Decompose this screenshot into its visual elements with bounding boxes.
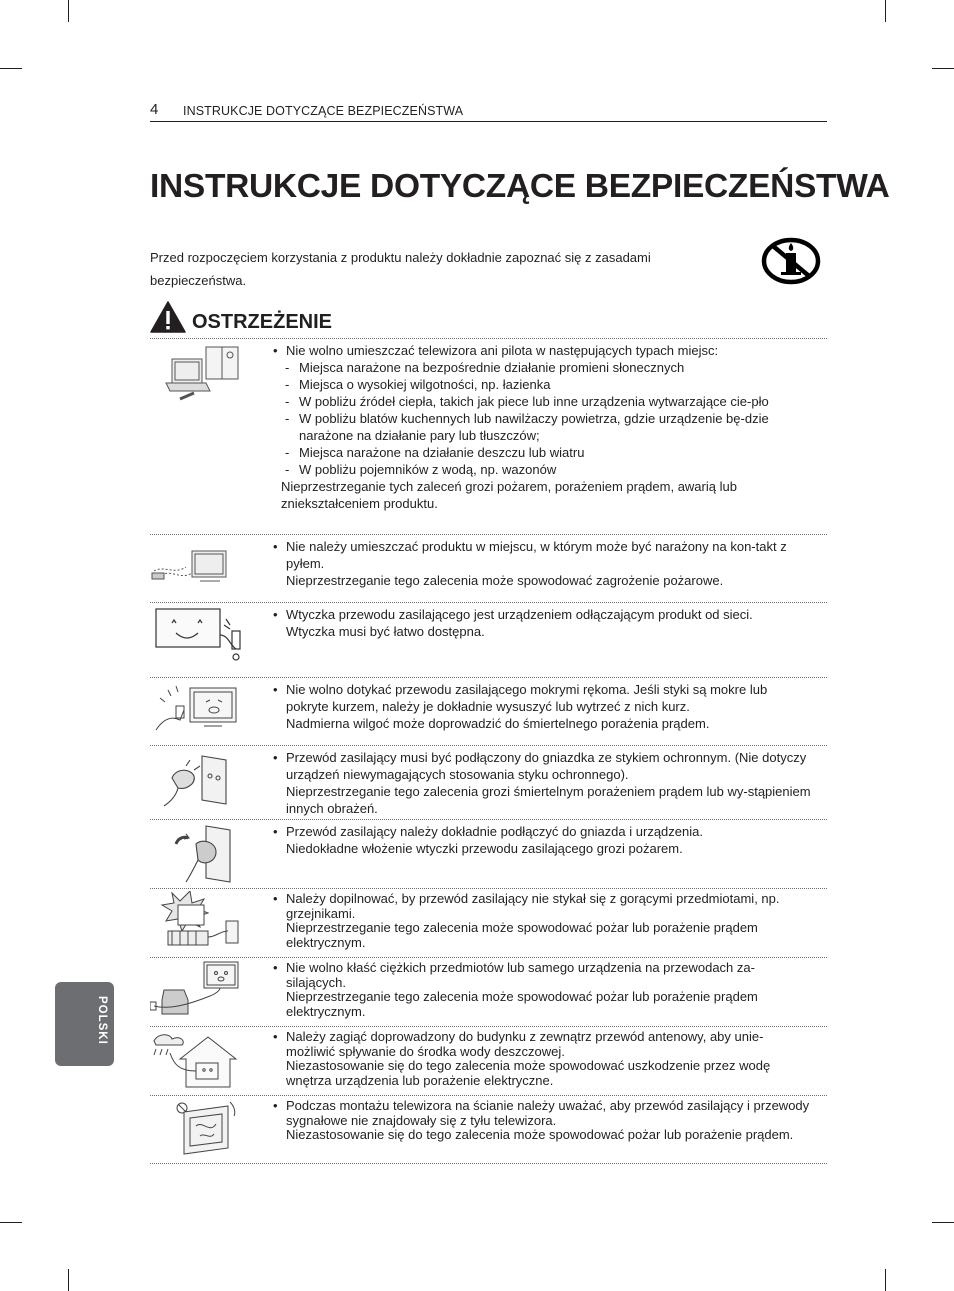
warning-row — [150, 1095, 827, 1164]
tv-sunlight-illustration — [150, 341, 242, 403]
page-number: 4 — [150, 101, 159, 118]
warning-bullet: • Należy dopilnować, by przewód zasilający nie stykał się z gorącymi przedmiotami, np. grzejnikami. — [271, 892, 811, 921]
warning-bullet: • Podczas montażu telewizora na ścianie należy uważać, aby przewód zasilający i przewody sygnałowe nie znajdowały się z tyłu telewizora. — [271, 1099, 811, 1128]
warning-row — [150, 819, 827, 888]
crop-mark — [932, 1222, 954, 1223]
warning-note: Wtyczka musi być łatwo dostępna. — [286, 624, 485, 639]
warning-note: Nieprzestrzeganie tych zaleceń grozi pożarem, porażeniem prądem, awarią lub zniekształceniem produktu. — [281, 479, 737, 511]
warning-note: Nieprzestrzeganie tego zalecenia grozi śmiertelnym porażeniem prądem lub wy-stąpieniem innych obrażeń. — [286, 784, 811, 816]
sub-item: - W pobliżu źródeł ciepła, takich jak piece lub inne urządzenia wytwarzające cie-pło — [271, 393, 811, 410]
sub-item: - Miejsca narażone na bezpośrednie działanie promieni słonecznych — [271, 359, 811, 376]
heavy-object-cable-illustration — [150, 960, 242, 1022]
crop-mark — [68, 0, 69, 22]
sub-item: - Miejsca narażone na działanie deszczu lub wiatru — [271, 444, 811, 461]
heater-cable-illustration — [150, 891, 242, 953]
warning-bullet: • Wtyczka przewodu zasilającego jest urządzeniem odłączającym produkt od sieci. — [271, 606, 811, 623]
tv-plug-illustration — [150, 605, 242, 667]
warning-note: Niezastosowanie się do tego zalecenia może spowodować uszkodzenie przez wodę wnętrza urządzenia lub porażenie elektryczne. — [286, 1058, 771, 1088]
crop-mark — [0, 68, 22, 69]
sub-item: - Miejsca o wysokiej wilgotności, np. łazienka — [271, 376, 811, 393]
crop-mark — [932, 68, 954, 69]
warning-row — [150, 602, 827, 677]
warning-note: Nieprzestrzeganie tego zalecenia może spowodować pożar lub porażenie prądem elektrycznym. — [286, 989, 758, 1019]
running-header: INSTRUKCJE DOTYCZĄCE BEZPIECZEŃSTWA — [183, 104, 464, 118]
warning-row — [150, 745, 827, 819]
warning-bullet: • Przewód zasilający należy dokładnie podłączyć do gniazda i urządzenia. — [271, 823, 811, 840]
warning-note: Niedokładne włożenie wtyczki przewodu zasilającego grozi pożarem. — [286, 841, 683, 856]
language-tab-label: POLSKI — [96, 996, 108, 1045]
no-candle-icon — [760, 236, 822, 286]
header-rule — [150, 121, 827, 122]
warning-table — [150, 338, 827, 1164]
plug-insert-illustration — [150, 822, 242, 884]
warning-bullet: • Nie należy umieszczać produktu w miejscu, w którym może być narażony na kon-takt z pyłem. — [271, 538, 811, 572]
warning-heading: OSTRZEŻENIE — [192, 311, 333, 333]
warning-bullet: • Należy zagiąć doprowadzony do budynku z zewnątrz przewód antenowy, aby unie-możliwić spływanie do środka wody deszczowej. — [271, 1030, 811, 1059]
sub-item: - W pobliżu pojemników z wodą, np. wazonów — [271, 461, 811, 478]
warning-note: Nieprzestrzeganie tego zalecenia może spowodować pożar lub porażenie prądem elektrycznym. — [286, 920, 758, 950]
warning-row — [150, 957, 827, 1026]
page-title: INSTRUKCJE DOTYCZĄCE BEZPIECZEŃSTWA — [150, 168, 890, 205]
intro-text: Przed rozpoczęciem korzystania z produktu należy dokładnie zapoznać się z zasadami bezpieczeństwa. — [150, 250, 651, 288]
tv-wet-hands-illustration — [150, 680, 242, 742]
crop-mark — [885, 0, 886, 22]
warning-bullet: • Nie wolno umieszczać telewizora ani pilota w następujących typach miejsc: — [271, 342, 811, 359]
crop-mark — [0, 1222, 22, 1223]
sub-item: - W pobliżu blatów kuchennych lub nawilżaczy powietrza, gdzie urządzenie bę-dzie narażone na działanie pary lub tłuszczów; — [271, 410, 811, 444]
warning-note: Niezastosowanie się do tego zalecenia może spowodować pożar lub porażenie prądem. — [286, 1127, 794, 1142]
warning-note: Nadmierna wilgoć może doprowadzić do śmiertelnego porażenia prądem. — [286, 716, 710, 731]
warning-bullet: • Nie wolno kłaść ciężkich przedmiotów lub samego urządzenia na przewodach za-silających. — [271, 961, 811, 990]
warning-row — [150, 338, 827, 534]
tv-dust-illustration — [150, 537, 242, 599]
warning-note: Nieprzestrzeganie tego zalecenia może spowodować zagrożenie pożarowe. — [286, 573, 724, 588]
crop-mark — [885, 1269, 886, 1291]
warning-bullet: • Przewód zasilający musi być podłączony do gniazdka ze stykiem ochronnym. (Nie dotyczy urządzeń niewymagających stosowania styku ochronnego). — [271, 749, 811, 783]
warning-row — [150, 677, 827, 745]
warning-bullet: • Nie wolno dotykać przewodu zasilającego mokrymi rękoma. Jeśli styki są mokre lub pokryte kurzem, należy je dokładnie wysuszyć lub wytrzeć z nich kurz. — [271, 681, 811, 715]
warning-row — [150, 534, 827, 602]
language-tab — [55, 982, 114, 1066]
warning-row — [150, 888, 827, 957]
grounded-outlet-illustration — [150, 748, 242, 810]
antenna-cable-illustration — [150, 1029, 242, 1091]
warning-triangle-icon — [150, 301, 186, 333]
crop-mark — [68, 1269, 69, 1291]
warning-row — [150, 1026, 827, 1095]
wall-mount-illustration — [150, 1098, 242, 1160]
